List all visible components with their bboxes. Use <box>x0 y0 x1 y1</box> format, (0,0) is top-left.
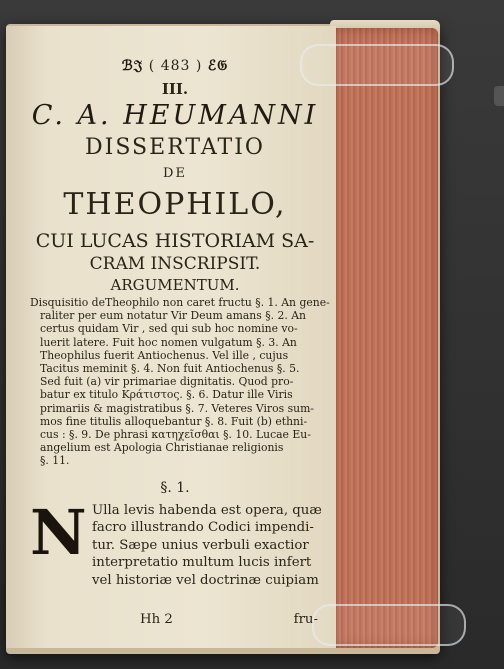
page-number: ( 483 ) <box>148 58 203 74</box>
book-page <box>6 26 336 648</box>
page-clip-top <box>300 44 454 86</box>
title-line-5: CRAM INSCRIPSIT. <box>89 254 261 274</box>
argument-line: Tacitus meminit §. 4. Non fuit Antiochenus §. 5. <box>40 362 300 376</box>
argument-line: angelium est Apologia Christianae religionis <box>40 441 284 455</box>
argument-line: raliter per eum notatur Vir Deum amans §. 2. An <box>40 309 306 323</box>
drop-cap: N <box>30 495 87 569</box>
argument-line: mos fine titulis alloquebantur §. 8. Fuit (b) ethni- <box>40 414 308 428</box>
ornament-right: ℰ𝔊 <box>207 58 229 74</box>
title-line-1: DISSERTATIO <box>85 135 265 160</box>
argument-line: Theophilus fuerit Antiochenus. Vel ille , cujus <box>40 348 289 362</box>
signature-mark: Hh 2 <box>140 611 173 627</box>
body-line: Ulla levis habenda est opera, quæ <box>92 502 322 518</box>
title-line-4: CUI LUCAS HISTORIAM SA- <box>35 230 315 252</box>
argument-line: Disquisitio deTheophilo non caret fructu §. 1. An gene- <box>30 296 330 309</box>
argument-line: batur ex titulo Κράτιστος. §. 6. Datur ille Viris <box>40 388 293 402</box>
argument-text <box>30 296 330 468</box>
section-mark: §. 1. <box>160 479 190 496</box>
scanner-knob <box>494 86 504 106</box>
argument-line: primariis & magistratibus §. 7. Veteres Viros sum- <box>40 401 314 415</box>
page-edges <box>332 28 438 648</box>
body-line: interpretatio multum lucis infert <box>92 555 312 571</box>
roman-numeral: III. <box>161 80 189 98</box>
body-line: facro illustrando Codici impendi- <box>92 520 314 536</box>
argument-line: cus : §. 9. De phrasi κατηχεῖσθαι §. 10. Lucae Eu- <box>40 428 311 442</box>
argument-line: §. 11. <box>40 454 70 468</box>
title-line-3: THEOPHILO, <box>63 187 287 222</box>
body-paragraph <box>30 495 322 612</box>
running-header <box>30 58 320 74</box>
ornament-left: ℬ𝔍 <box>121 58 144 74</box>
argument-line: certus quidam Vir , sed qui sub hoc nomine vo- <box>40 322 298 336</box>
body-line: tur. Sæpe unius verbuli exactior <box>92 537 309 553</box>
argument-line: Sed fuit (a) vir primariae dignitatis. Quod pro- <box>40 375 294 389</box>
catchword: fru- <box>293 611 318 627</box>
title-line-2: DE <box>163 166 187 181</box>
argument-line: luerit latere. Fuit hoc nomen vulgatum §. 3. An <box>40 335 297 349</box>
body-line: vel historiæ vel doctrinæ cuipiam <box>92 572 319 588</box>
argument-heading: ARGUMENTUM. <box>110 276 240 294</box>
page-content <box>30 34 330 627</box>
page-clip-bottom <box>312 604 466 646</box>
author-name: C. A. HEUMANNI <box>31 100 319 131</box>
page-footer <box>30 612 320 627</box>
